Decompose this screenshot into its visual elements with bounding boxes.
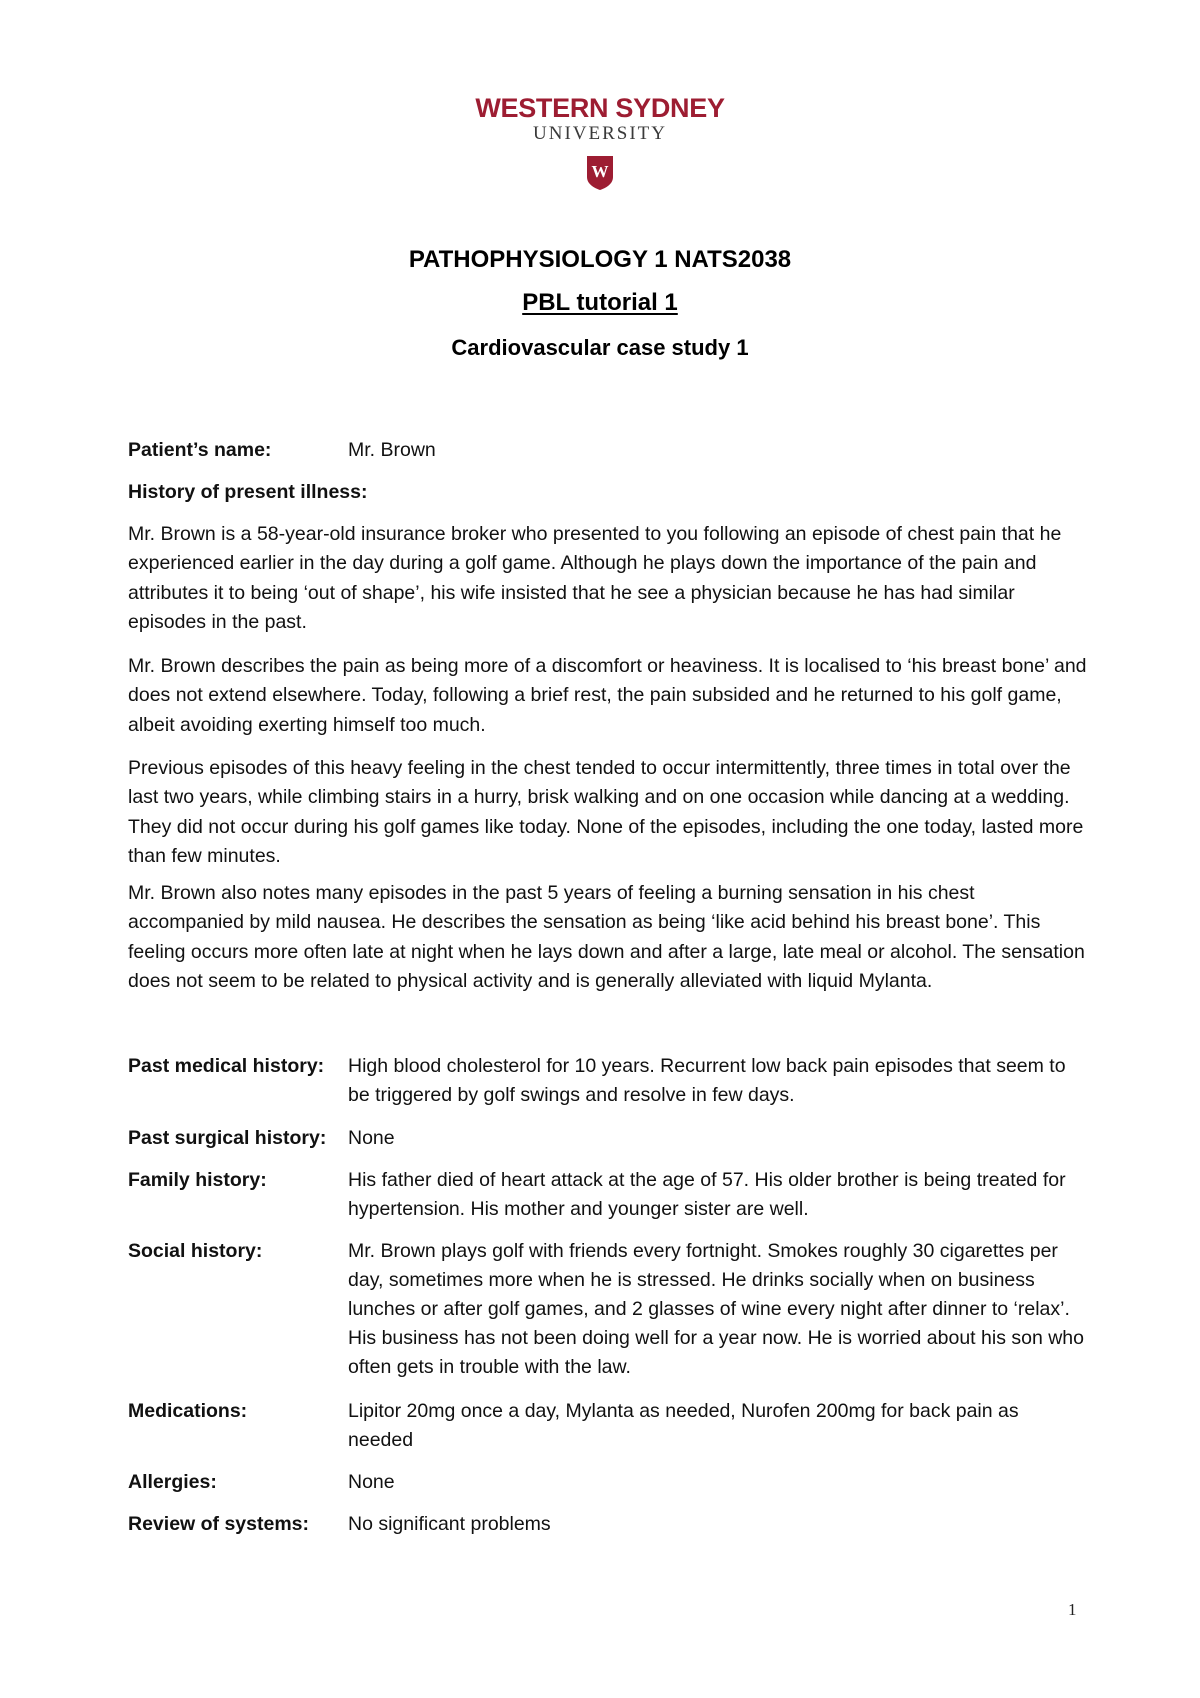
patient-name-label: Patient’s name: — [128, 439, 272, 461]
review-of-systems-row — [128, 1510, 1088, 1539]
detail-value: High blood cholesterol for 10 years. Recurrent low back pain episodes that seem to be triggered by golf swings and resolve in few days. — [348, 1055, 1066, 1106]
detail-value: None — [348, 1127, 395, 1149]
detail-label: Past surgical history: — [128, 1127, 327, 1149]
social-history-row — [128, 1237, 1088, 1382]
logo-wordmark-line1: WESTERN SYDNEY — [475, 93, 725, 123]
tutorial-title: PBL tutorial 1 — [522, 289, 678, 316]
detail-label: Social history: — [128, 1240, 263, 1262]
detail-label: Medications: — [128, 1400, 248, 1422]
history-paragraph: Mr. Brown also notes many episodes in the past 5 years of feeling a burning sensation in his chest accompanied by mild nausea. He describes the sensation as being ‘like acid behind his breast bone’. This feeling occurs more often late at night when he lays down and after a large, late meal or alcohol. The sensation does not seem to be related to physical activity and is generally alleviated with liquid Mylanta. — [128, 882, 1085, 992]
university-logo — [0, 94, 1200, 191]
detail-label: Review of systems: — [128, 1513, 309, 1535]
detail-value: Lipitor 20mg once a day, Mylanta as needed, Nurofen 200mg for back pain as needed — [348, 1400, 1019, 1451]
detail-label: Past medical history: — [128, 1055, 325, 1077]
course-title: PATHOPHYSIOLOGY 1 NATS2038 — [408, 246, 792, 273]
past-medical-history-row — [128, 1052, 1088, 1110]
patient-name-row — [128, 436, 1088, 465]
detail-label: Family history: — [128, 1169, 267, 1191]
detail-value: Mr. Brown plays golf with friends every fortnight. Smokes roughly 30 cigarettes per day, sometimes more when he is stressed. He drinks socially when on business lunches or after golf games, and 2 glasses of wine every night after dinner to ‘relax’. His business has not been doing well for a year now. He is worried about his son who often gets in trouble with the law. — [348, 1240, 1084, 1378]
detail-value: None — [348, 1471, 395, 1493]
family-history-row — [128, 1166, 1088, 1224]
detail-value: His father died of heart attack at the age of 57. His older brother is being treated for hypertension. His mother and younger sister are well. — [348, 1169, 1066, 1220]
medications-row — [128, 1397, 1088, 1455]
allergies-row — [128, 1468, 1088, 1497]
past-surgical-history-row — [128, 1124, 1088, 1153]
history-paragraph: Mr. Brown is a 58-year-old insurance broker who presented to you following an episode of chest pain that he experienced earlier in the day during a golf game. Although he plays down the importance of the pain and attributes it to being ‘out of shape’, his wife insisted that he see a physician because he has had similar episodes in the past. — [128, 523, 1062, 633]
page-number: 1 — [1068, 1600, 1077, 1619]
svg-text:W: W — [591, 162, 609, 181]
detail-value: No significant problems — [348, 1513, 551, 1535]
history-paragraph: Previous episodes of this heavy feeling in the chest tended to occur intermittently, three times in total over the last two years, while climbing stairs in a hurry, brisk walking and on one occasion while dancing at a wedding. They did not occur during his golf games like today. None of the episodes, including the one today, lasted more than few minutes. — [128, 757, 1084, 867]
patient-name-value: Mr. Brown — [348, 439, 436, 461]
history-paragraph: Mr. Brown describes the pain as being more of a discomfort or heaviness. It is localised to ‘his breast bone’ and does not extend elsewhere. Today, following a brief rest, the pain subsided and he returned to his golf game, albeit avoiding exerting himself too much. — [128, 655, 1087, 736]
history-heading: History of present illness: — [128, 481, 368, 503]
detail-label: Allergies: — [128, 1471, 217, 1493]
shield-icon — [586, 155, 614, 191]
case-title: Cardiovascular case study 1 — [451, 335, 749, 360]
logo-wordmark-line2: UNIVERSITY — [533, 123, 667, 144]
